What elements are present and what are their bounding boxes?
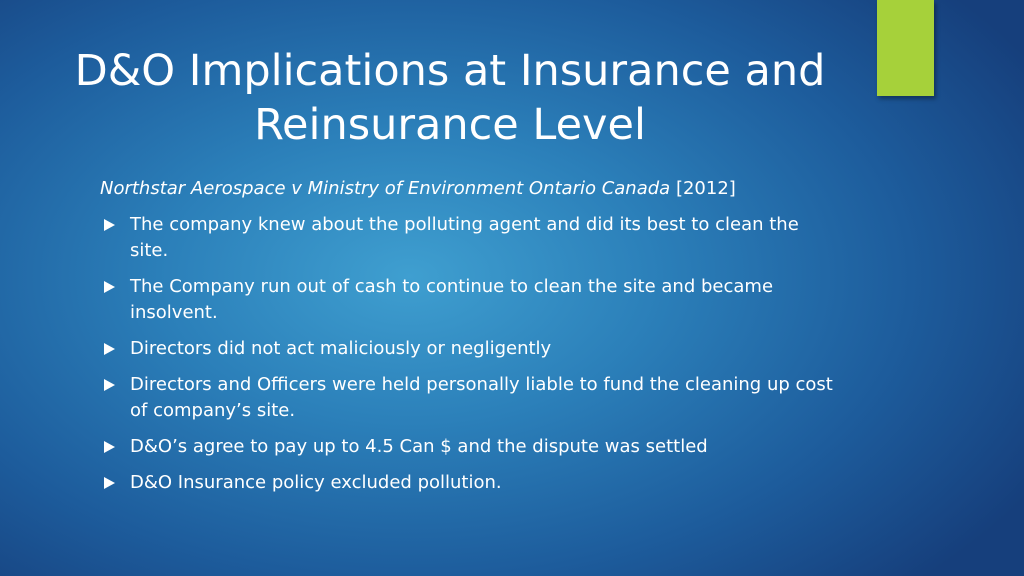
case-citation <box>100 176 840 202</box>
bullet-item <box>100 274 840 326</box>
bullet-text: D&O’s agree to pay up to 4.5 Can $ and the dispute was settled <box>130 436 708 457</box>
bullet-text: Directors and Officers were held personally liable to fund the cleaning up cost of company’s site. <box>130 374 833 421</box>
case-year: [2012] <box>675 178 736 199</box>
bullet-item <box>100 336 840 362</box>
bullet-text: Directors did not act maliciously or negligently <box>130 338 552 359</box>
slide-title-line-1: D&O Implications at Insurance and <box>74 46 826 96</box>
triangle-right-icon <box>104 343 115 355</box>
triangle-right-icon <box>104 219 115 231</box>
bullet-item <box>100 470 840 496</box>
bullet-list <box>100 212 840 496</box>
triangle-right-icon <box>104 441 115 453</box>
triangle-right-icon <box>104 379 115 391</box>
bullet-text: The Company run out of cash to continue to clean the site and became insolvent. <box>130 276 774 323</box>
slide-content <box>100 176 840 506</box>
case-name: Northstar Aerospace v Ministry of Environment Ontario Canada <box>100 178 671 199</box>
slide-title <box>40 44 860 152</box>
bullet-text: The company knew about the polluting agent and did its best to clean the site. <box>130 214 799 261</box>
bullet-text: D&O Insurance policy excluded pollution. <box>130 472 502 493</box>
triangle-right-icon <box>104 281 115 293</box>
triangle-right-icon <box>104 477 115 489</box>
bullet-item <box>100 434 840 460</box>
bullet-item <box>100 212 840 264</box>
accent-bar <box>877 0 934 96</box>
bullet-item <box>100 372 840 424</box>
slide-title-line-2: Reinsurance Level <box>254 100 646 150</box>
